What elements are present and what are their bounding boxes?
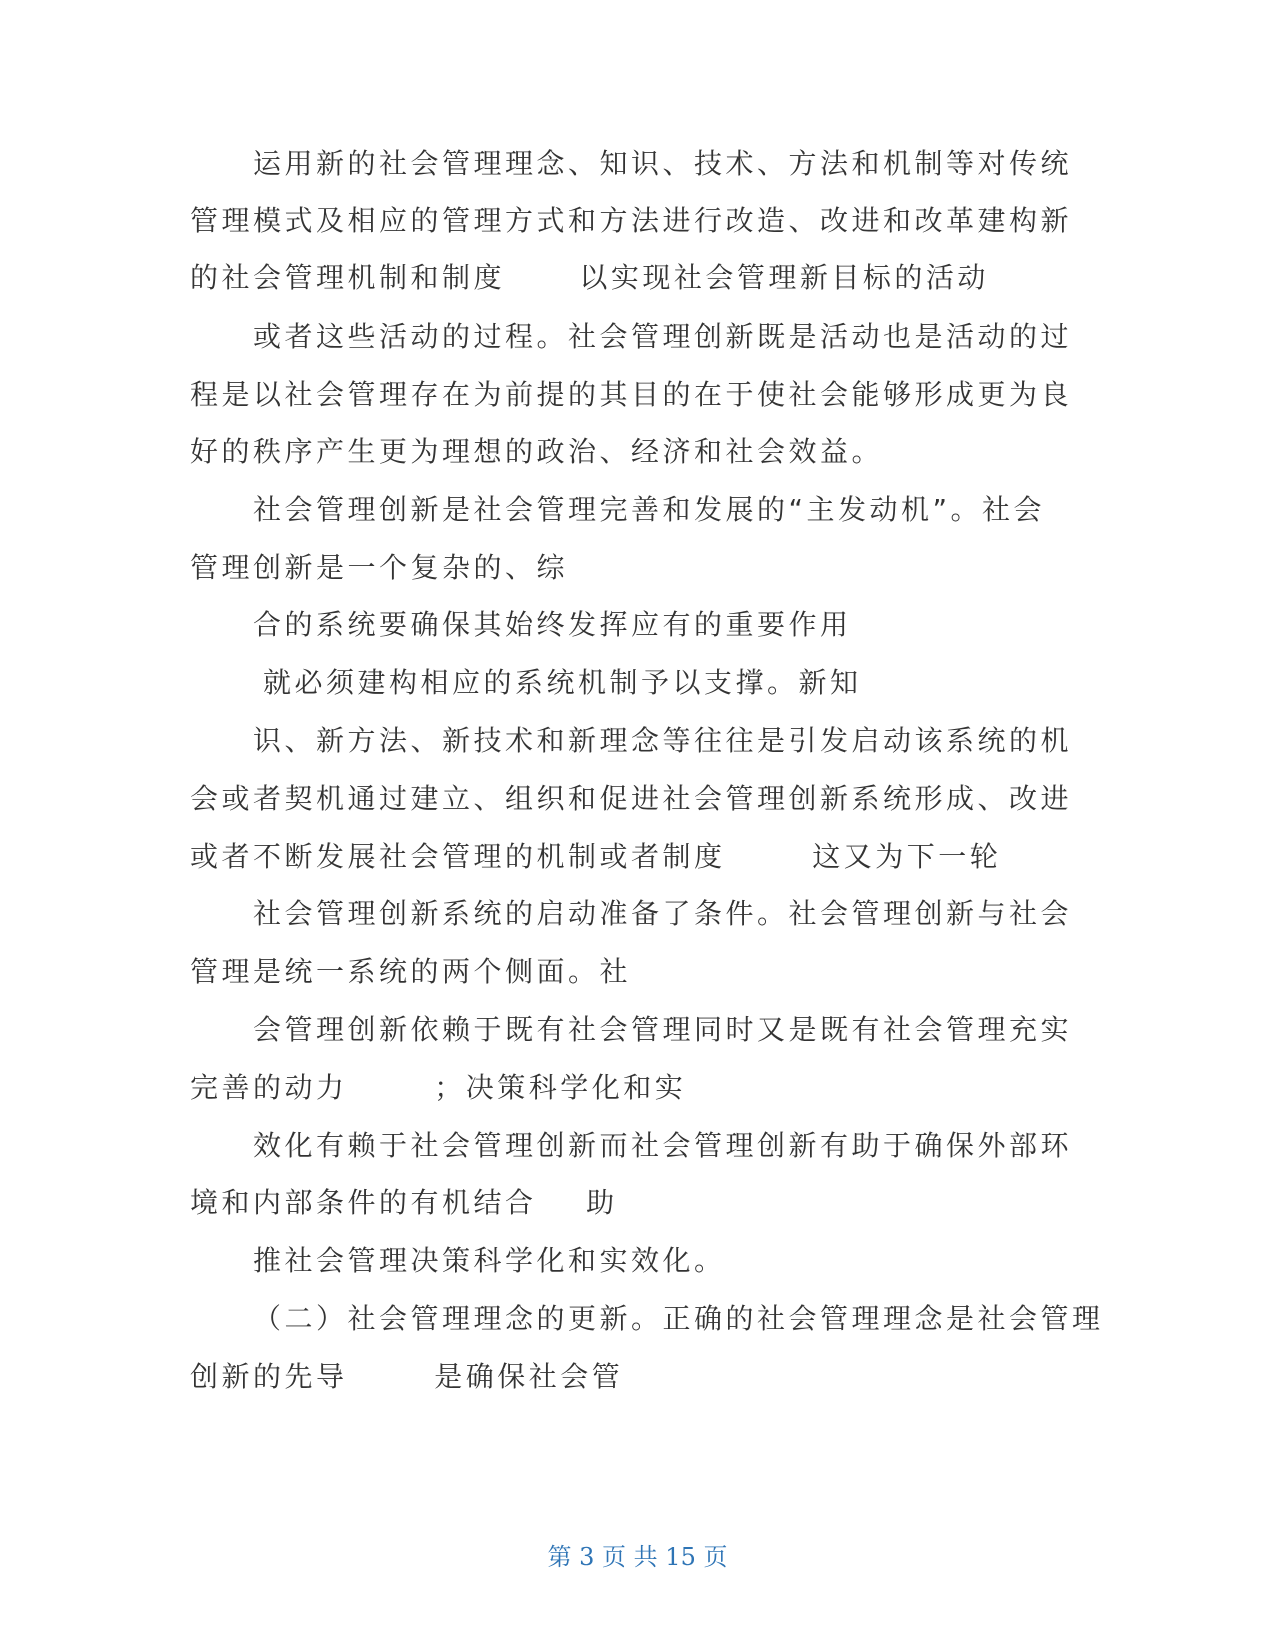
text-line: 推社会管理决策科学化和实效化。 — [253, 1244, 726, 1277]
text-line: 社会管理创新是社会管理完善和发展的“主发动机”。社会 — [253, 493, 1046, 526]
text-line: 识、新方法、新技术和新理念等往往是引发启动该系统的机 — [253, 724, 1073, 757]
text-line: 会管理创新依赖于既有社会管理同时又是既有社会管理充实 — [253, 1013, 1073, 1046]
page-number-footer: 第 3 页 共 15 页 — [547, 1543, 728, 1571]
text-line: 境和内部条件的有机结合 助 — [190, 1186, 618, 1219]
text-line: 创新的先导 是确保社会管 — [190, 1360, 624, 1393]
text-line: 管理模式及相应的管理方式和方法进行改造、改进和改革建构新 — [190, 204, 1073, 237]
text-line: 运用新的社会管理理念、知识、技术、方法和机制等对传统 — [253, 147, 1073, 180]
text-line: 管理是统一系统的两个侧面。社 — [190, 955, 632, 988]
text-line: 就必须建构相应的系统机制予以支撑。新知 — [263, 666, 862, 699]
text-line: 的社会管理机制和制度 以实现社会管理新目标的活动 — [190, 261, 989, 294]
text-line: 或者不断发展社会管理的机制或者制度 这又为下一轮 — [190, 840, 1002, 873]
text-line: 合的系统要确保其始终发挥应有的重要作用 — [253, 608, 852, 641]
text-line: 好的秩序产生更为理想的政治、经济和社会效益。 — [190, 435, 884, 468]
text-line: （二）社会管理理念的更新。正确的社会管理理念是社会管理 — [253, 1302, 1104, 1335]
text-line: 社会管理创新系统的启动准备了条件。社会管理创新与社会 — [253, 897, 1073, 930]
text-line: 效化有赖于社会管理创新而社会管理创新有助于确保外部环 — [253, 1129, 1073, 1162]
text-line: 管理创新是一个复杂的、综 — [190, 551, 569, 584]
text-line: 会或者契机通过建立、组织和促进社会管理创新系统形成、改进 — [190, 782, 1073, 815]
text-line: 程是以社会管理存在为前提的其目的在于使社会能够形成更为良 — [190, 378, 1073, 411]
text-line: 或者这些活动的过程。社会管理创新既是活动也是活动的过 — [253, 320, 1073, 353]
text-line: 完善的动力 ；决策科学化和实 — [190, 1071, 687, 1104]
